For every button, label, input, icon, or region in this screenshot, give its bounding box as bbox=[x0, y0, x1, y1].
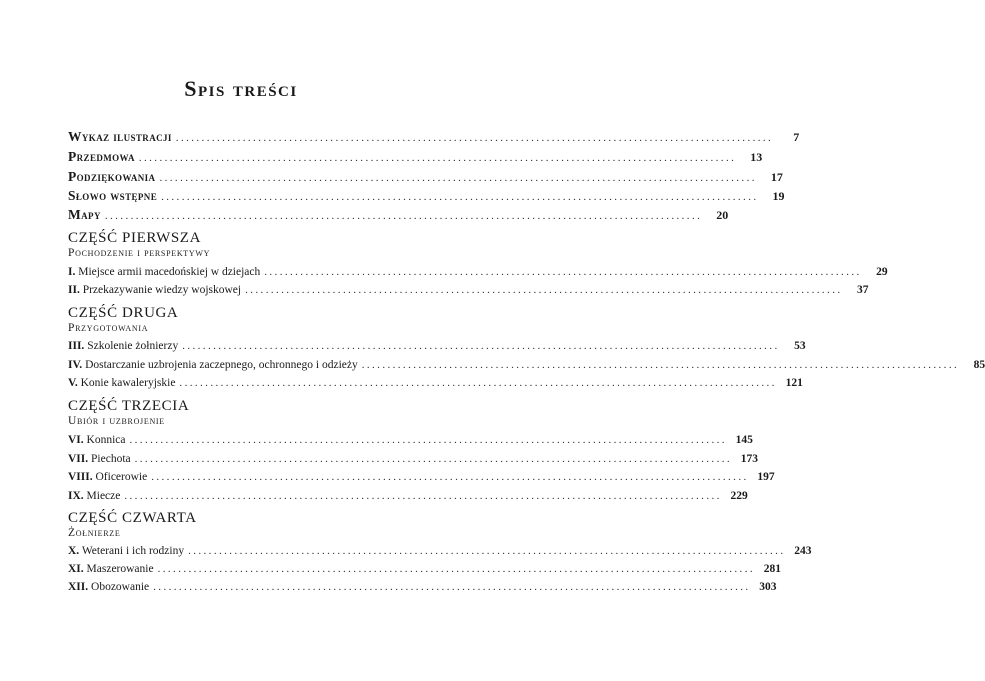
leader-dots: .................................................................................................................... bbox=[361, 359, 960, 371]
toc-entry[interactable] bbox=[68, 266, 888, 282]
entry-page: 20 bbox=[716, 208, 729, 222]
chapter-number: XII. bbox=[68, 581, 89, 593]
entry-page: 53 bbox=[794, 340, 806, 352]
toc-entry[interactable] bbox=[68, 453, 759, 469]
entry-page: 173 bbox=[740, 453, 759, 465]
entry-label: Słowo wstępne bbox=[68, 188, 158, 203]
entry-page: 7 bbox=[793, 130, 800, 144]
entry-page: 29 bbox=[876, 266, 888, 278]
toc-entry[interactable] bbox=[68, 284, 869, 300]
leader-dots: .................................................................................................................... bbox=[264, 266, 862, 278]
part-heading: CZĘŚĆ CZWARTA bbox=[68, 510, 197, 526]
toc-entry[interactable] bbox=[68, 359, 985, 375]
entry-label: Maszerowanie bbox=[86, 563, 154, 575]
entry-page: 229 bbox=[730, 490, 748, 502]
entry-label: Mapy bbox=[68, 207, 101, 222]
entry-label: Miecze bbox=[86, 490, 121, 502]
toc-entry[interactable] bbox=[68, 545, 812, 561]
chapter-number: V. bbox=[68, 377, 78, 389]
entry-label: Wykaz ilustracji bbox=[68, 129, 172, 144]
part-heading: CZĘŚĆ DRUGA bbox=[68, 305, 179, 321]
part-subtitle: Pochodzenie i perspektywy bbox=[68, 247, 211, 259]
part-heading: CZĘŚĆ TRZECIA bbox=[68, 398, 190, 414]
leader-dots: .................................................................................................................... bbox=[151, 471, 749, 483]
toc-entry[interactable] bbox=[68, 207, 729, 223]
chapter-number: IV. bbox=[68, 359, 83, 371]
entry-label: Oficerowie bbox=[95, 471, 148, 483]
part-heading: CZĘŚĆ PIERWSZA bbox=[68, 230, 201, 246]
toc-page bbox=[68, 0, 985, 681]
entry-page: 145 bbox=[735, 434, 753, 446]
part-subtitle: Ubiór i uzbrojenie bbox=[68, 415, 165, 427]
part-subtitle: Przygotowania bbox=[68, 322, 149, 334]
entry-label: Piechota bbox=[91, 453, 131, 465]
toc-title: Spis treści bbox=[184, 76, 298, 101]
entry-page: 85 bbox=[973, 359, 985, 371]
entry-page: 303 bbox=[759, 581, 777, 593]
part-subtitle: Żołnierze bbox=[68, 527, 121, 539]
entry-label: Weterani i ich rodziny bbox=[81, 545, 185, 557]
entry-page: 281 bbox=[763, 563, 781, 575]
entry-page: 37 bbox=[857, 284, 869, 296]
chapter-number: VIII. bbox=[68, 471, 93, 483]
leader-dots: .................................................................................................................... bbox=[182, 340, 780, 352]
entry-label: Obozowanie bbox=[91, 581, 150, 593]
chapter-number: XI. bbox=[68, 563, 84, 575]
leader-dots: .................................................................................................................... bbox=[245, 284, 843, 296]
toc-entry[interactable] bbox=[68, 471, 775, 487]
leader-dots: .................................................................................................................... bbox=[157, 563, 755, 575]
toc-entry[interactable] bbox=[68, 377, 803, 393]
leader-dots: .................................................................................................................... bbox=[161, 191, 759, 203]
entry-label: Przekazywanie wiedzy wojskowej bbox=[82, 284, 242, 296]
toc-entry[interactable] bbox=[68, 340, 806, 356]
leader-dots: .................................................................................................................... bbox=[129, 434, 727, 446]
chapter-number: II. bbox=[68, 284, 80, 296]
leader-dots: .................................................................................................................... bbox=[179, 377, 777, 389]
toc-entry[interactable] bbox=[68, 581, 777, 597]
toc-entry[interactable] bbox=[68, 169, 783, 185]
entry-label: Podziękowania bbox=[68, 169, 156, 184]
entry-label: Szkolenie żołnierzy bbox=[87, 340, 179, 352]
leader-dots: .................................................................................................................... bbox=[175, 132, 774, 144]
toc-entry[interactable] bbox=[68, 563, 781, 579]
toc-entry[interactable] bbox=[68, 149, 763, 165]
chapter-number: X. bbox=[68, 545, 80, 557]
entry-page: 197 bbox=[757, 471, 775, 483]
entry-page: 19 bbox=[772, 189, 785, 203]
toc-entry[interactable] bbox=[68, 129, 800, 145]
leader-dots: .................................................................................................................... bbox=[138, 152, 737, 164]
leader-dots: .................................................................................................................... bbox=[104, 210, 703, 222]
entry-page: 243 bbox=[794, 545, 812, 557]
entry-label: Konnica bbox=[86, 434, 126, 446]
chapter-number: III. bbox=[68, 340, 85, 352]
leader-dots: .................................................................................................................... bbox=[134, 453, 733, 465]
toc-entry[interactable] bbox=[68, 434, 753, 450]
entry-label: Dostarczanie uzbrojenia zaczepnego, ochronnego i odzieży bbox=[85, 359, 358, 371]
chapter-number: I. bbox=[68, 266, 76, 278]
chapter-number: IX. bbox=[68, 490, 84, 502]
entry-page: 121 bbox=[785, 377, 803, 389]
entry-page: 13 bbox=[750, 150, 763, 164]
leader-dots: .................................................................................................................... bbox=[188, 545, 786, 557]
leader-dots: .................................................................................................................... bbox=[153, 581, 751, 593]
toc-entry[interactable] bbox=[68, 188, 785, 204]
entry-label: Przedmowa bbox=[68, 149, 135, 164]
leader-dots: .................................................................................................................... bbox=[124, 490, 722, 502]
chapter-number: VI. bbox=[68, 434, 84, 446]
entry-page: 17 bbox=[770, 170, 783, 184]
chapter-number: VII. bbox=[68, 453, 89, 465]
entry-label: Miejsce armii macedońskiej w dziejach bbox=[78, 266, 261, 278]
leader-dots: .................................................................................................................... bbox=[159, 172, 757, 184]
toc-entry[interactable] bbox=[68, 490, 748, 506]
entry-label: Konie kawaleryjskie bbox=[80, 377, 176, 389]
